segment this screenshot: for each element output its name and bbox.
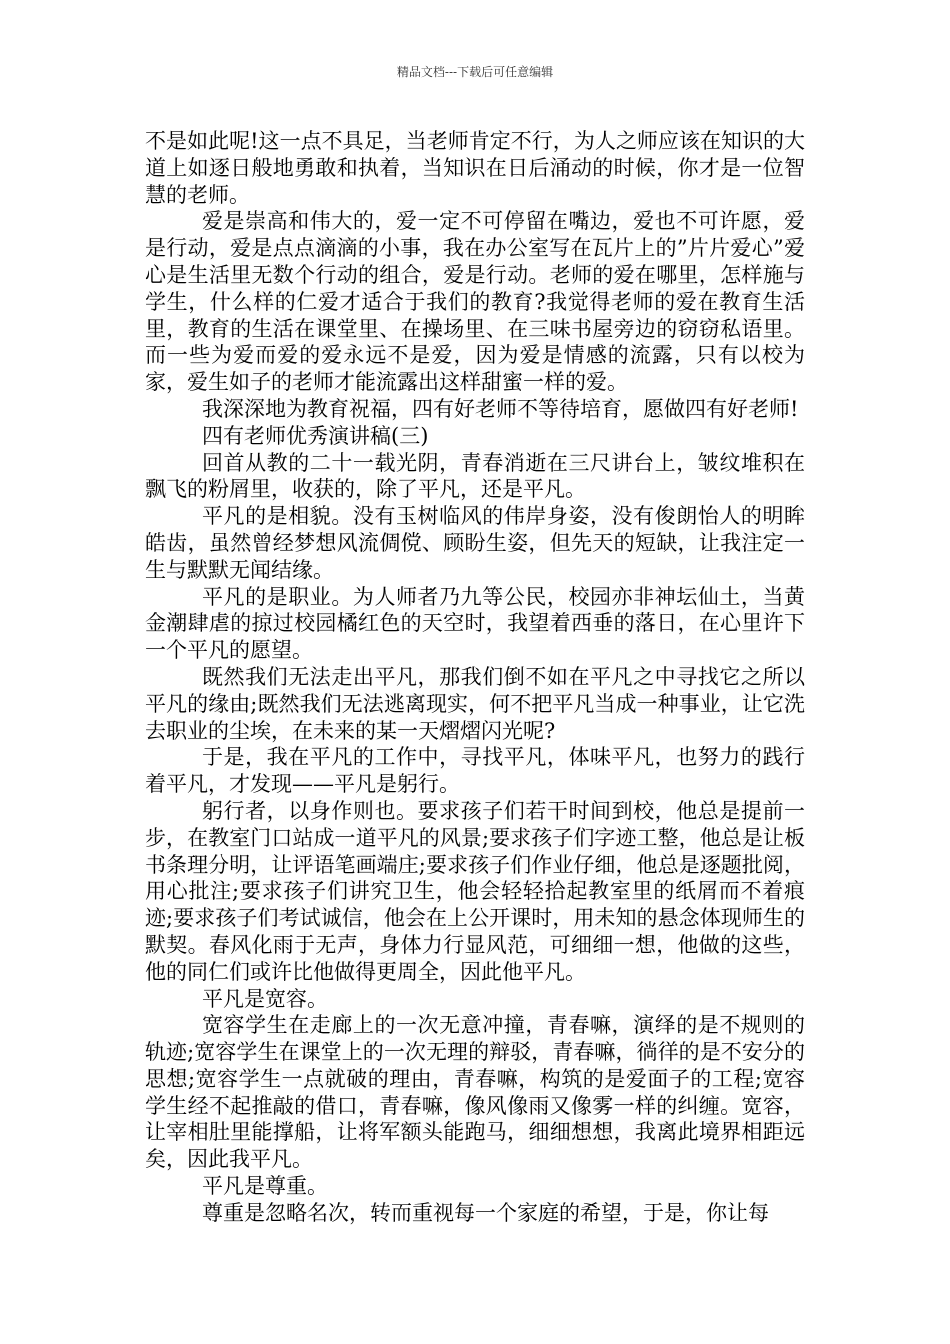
- paragraph-12: 宽容学生在走廊上的一次无意冲撞，青春嘛，演绎的是不规则的轨迹;宽容学生在课堂上的一次无理的辩驳，青春嘛，徜徉的是不安分的思想;宽容学生一点就破的理由，青春嘛，构筑的是爱面子的工程;宽容学生经不起推敲的借口，青春嘛，像风像雨又像雾一样的纠缠。宽容，让宰相肚里能撑船，让将军额头能跑马，细细想想，我离此境界相距远矣，因此我平凡。: [145, 1013, 805, 1172]
- paragraph-5: 回首从教的二十一载光阴，青春消逝在三尺讲台上，皱纹堆积在飘飞的粉屑里，收获的，除了平凡，还是平凡。: [145, 450, 805, 502]
- paragraph-7: 平凡的是职业。为人师者乃九等公民，校园亦非神坛仙土，当黄金潮肆虐的掠过校园橘红色的天空时，我望着西垂的落日，在心里许下一个平凡的愿望。: [145, 584, 805, 663]
- document-body: [145, 128, 805, 1227]
- paragraph-2: 爱是崇高和伟大的，爱一定不可停留在嘴边，爱也不可许愿，爱是行动，爱是点点滴滴的小事，我在办公室写在瓦片上的”片片爱心”爱心是生活里无数个行动的组合，爱是行动。老师的爱在哪里，怎样施与学生，什么样的仁爱才适合于我们的教育?我觉得老师的爱在教育生活里，教育的生活在课堂里、在操场里、在三味书屋旁边的窃窃私语里。而一些为爱而爱的爱永远不是爱，因为爱是情感的流露，只有以校为家，爱生如子的老师才能流露出这样甜蜜一样的爱。: [145, 209, 805, 395]
- paragraph-8: 既然我们无法走出平凡，那我们倒不如在平凡之中寻找它之所以平凡的缘由;既然我们无法逃离现实，何不把平凡当成一种事业，让它洗去职业的尘埃，在未来的某一天熠熠闪光呢?: [145, 664, 805, 743]
- paragraph-14: 尊重是忽略名次，转而重视每一个家庭的希望，于是，你让每: [202, 1200, 769, 1225]
- paragraph-10: 躬行者，以身作则也。要求孩子们若干时间到校，他总是提前一步，在教室门口站成一道平凡的风景;要求孩子们字迹工整，他总是让板书条理分明，让评语笔画端庄;要求孩子们作业仔细，他总是逐题批阅，用心批注;要求孩子们讲究卫生，他会轻轻拾起教室里的纸屑而不着痕迹;要求孩子们考试诚信，他会在上公开课时，用未知的悬念体现师生的默契。春风化雨于无声，身体力行显风范，可细细一想，他做的这些，他的同仁们或许比他做得更周全，因此他平凡。: [145, 798, 805, 984]
- paragraph-13: 平凡是尊重。: [202, 1174, 328, 1199]
- paragraph-3: 我深深地为教育祝福，四有好老师不等待培育，愿做四有好老师!: [202, 396, 799, 421]
- paragraph-1: 不是如此呢!这一点不具足，当老师肯定不行，为人之师应该在知识的大道上如逐日般地勇敢和执着，当知识在日后涌动的时候，你才是一位智慧的老师。: [145, 129, 805, 207]
- paragraph-9: 于是，我在平凡的工作中，寻找平凡，体味平凡，也努力的践行着平凡，才发现——平凡是躬行。: [145, 745, 805, 797]
- section-title: 四有老师优秀演讲稿(三): [202, 423, 429, 448]
- paragraph-6: 平凡的是相貌。没有玉树临风的伟岸身姿，没有俊朗怡人的明眸皓齿，虽然曾经梦想风流倜傥、顾盼生姿，但先天的短缺，让我注定一生与默默无闻结缘。: [145, 504, 805, 582]
- page-header: 精品文档---下载后可任意编辑: [396, 65, 554, 79]
- paragraph-11: 平凡是宽容。: [202, 986, 328, 1011]
